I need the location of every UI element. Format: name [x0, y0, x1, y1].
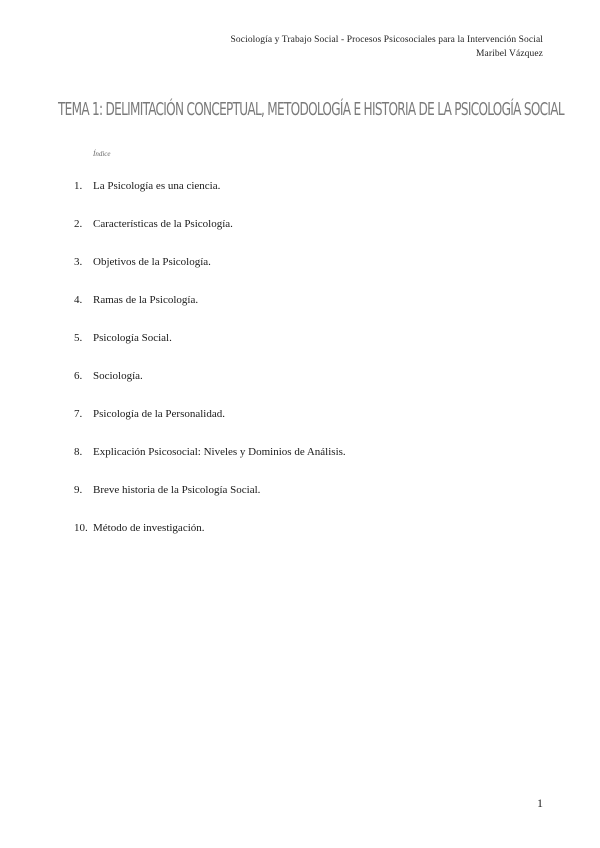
- toc-item-text: Psicología de la Personalidad.: [93, 408, 225, 420]
- page-number: 1: [537, 796, 543, 810]
- toc-item-number: 7.: [74, 408, 83, 420]
- page-header: [231, 33, 543, 61]
- toc-item-number: 4.: [74, 294, 83, 306]
- toc-item: [74, 482, 346, 520]
- index-label: Índice: [93, 150, 111, 158]
- toc-item: [74, 368, 346, 406]
- toc-item: [74, 178, 346, 216]
- toc-item-text: Objetivos de la Psicología.: [93, 256, 211, 268]
- toc-item-number: 1.: [74, 180, 83, 192]
- toc-item: [74, 406, 346, 444]
- header-author: Maribel Vázquez: [475, 49, 543, 59]
- toc-item-number: 6.: [74, 370, 83, 382]
- toc-item-number: 10.: [74, 522, 88, 534]
- toc-item-text: Método de investigación.: [93, 522, 205, 534]
- toc-item-number: 8.: [74, 446, 83, 458]
- toc-item: [74, 216, 346, 254]
- document-title: TEMA 1: DELIMITACIÓN CONCEPTUAL, METODOLOGÍA E HISTORIA DE LA PSICOLOGÍA SOCIAL: [58, 100, 564, 120]
- header-course-title: Sociología y Trabajo Social - Procesos Psicosociales para la Intervención Social: [230, 35, 543, 45]
- toc-item-text: Breve historia de la Psicología Social.: [93, 484, 261, 496]
- toc-item-text: Ramas de la Psicología.: [93, 294, 199, 306]
- toc-item-number: 2.: [74, 218, 83, 230]
- table-of-contents: [74, 178, 346, 558]
- toc-item-number: 5.: [74, 332, 83, 344]
- toc-item-text: Sociología.: [93, 370, 143, 382]
- toc-item-text: Características de la Psicología.: [93, 218, 233, 230]
- toc-item-text: La Psicología es una ciencia.: [93, 180, 221, 192]
- toc-item: [74, 330, 346, 368]
- toc-item-number: 9.: [74, 484, 83, 496]
- toc-item: [74, 292, 346, 330]
- toc-item: [74, 254, 346, 292]
- toc-item: [74, 444, 346, 482]
- toc-item-text: Explicación Psicosocial: Niveles y Dominios de Análisis.: [93, 446, 346, 458]
- toc-item-text: Psicología Social.: [93, 332, 172, 344]
- toc-item: [74, 520, 346, 558]
- toc-item-number: 3.: [74, 256, 83, 268]
